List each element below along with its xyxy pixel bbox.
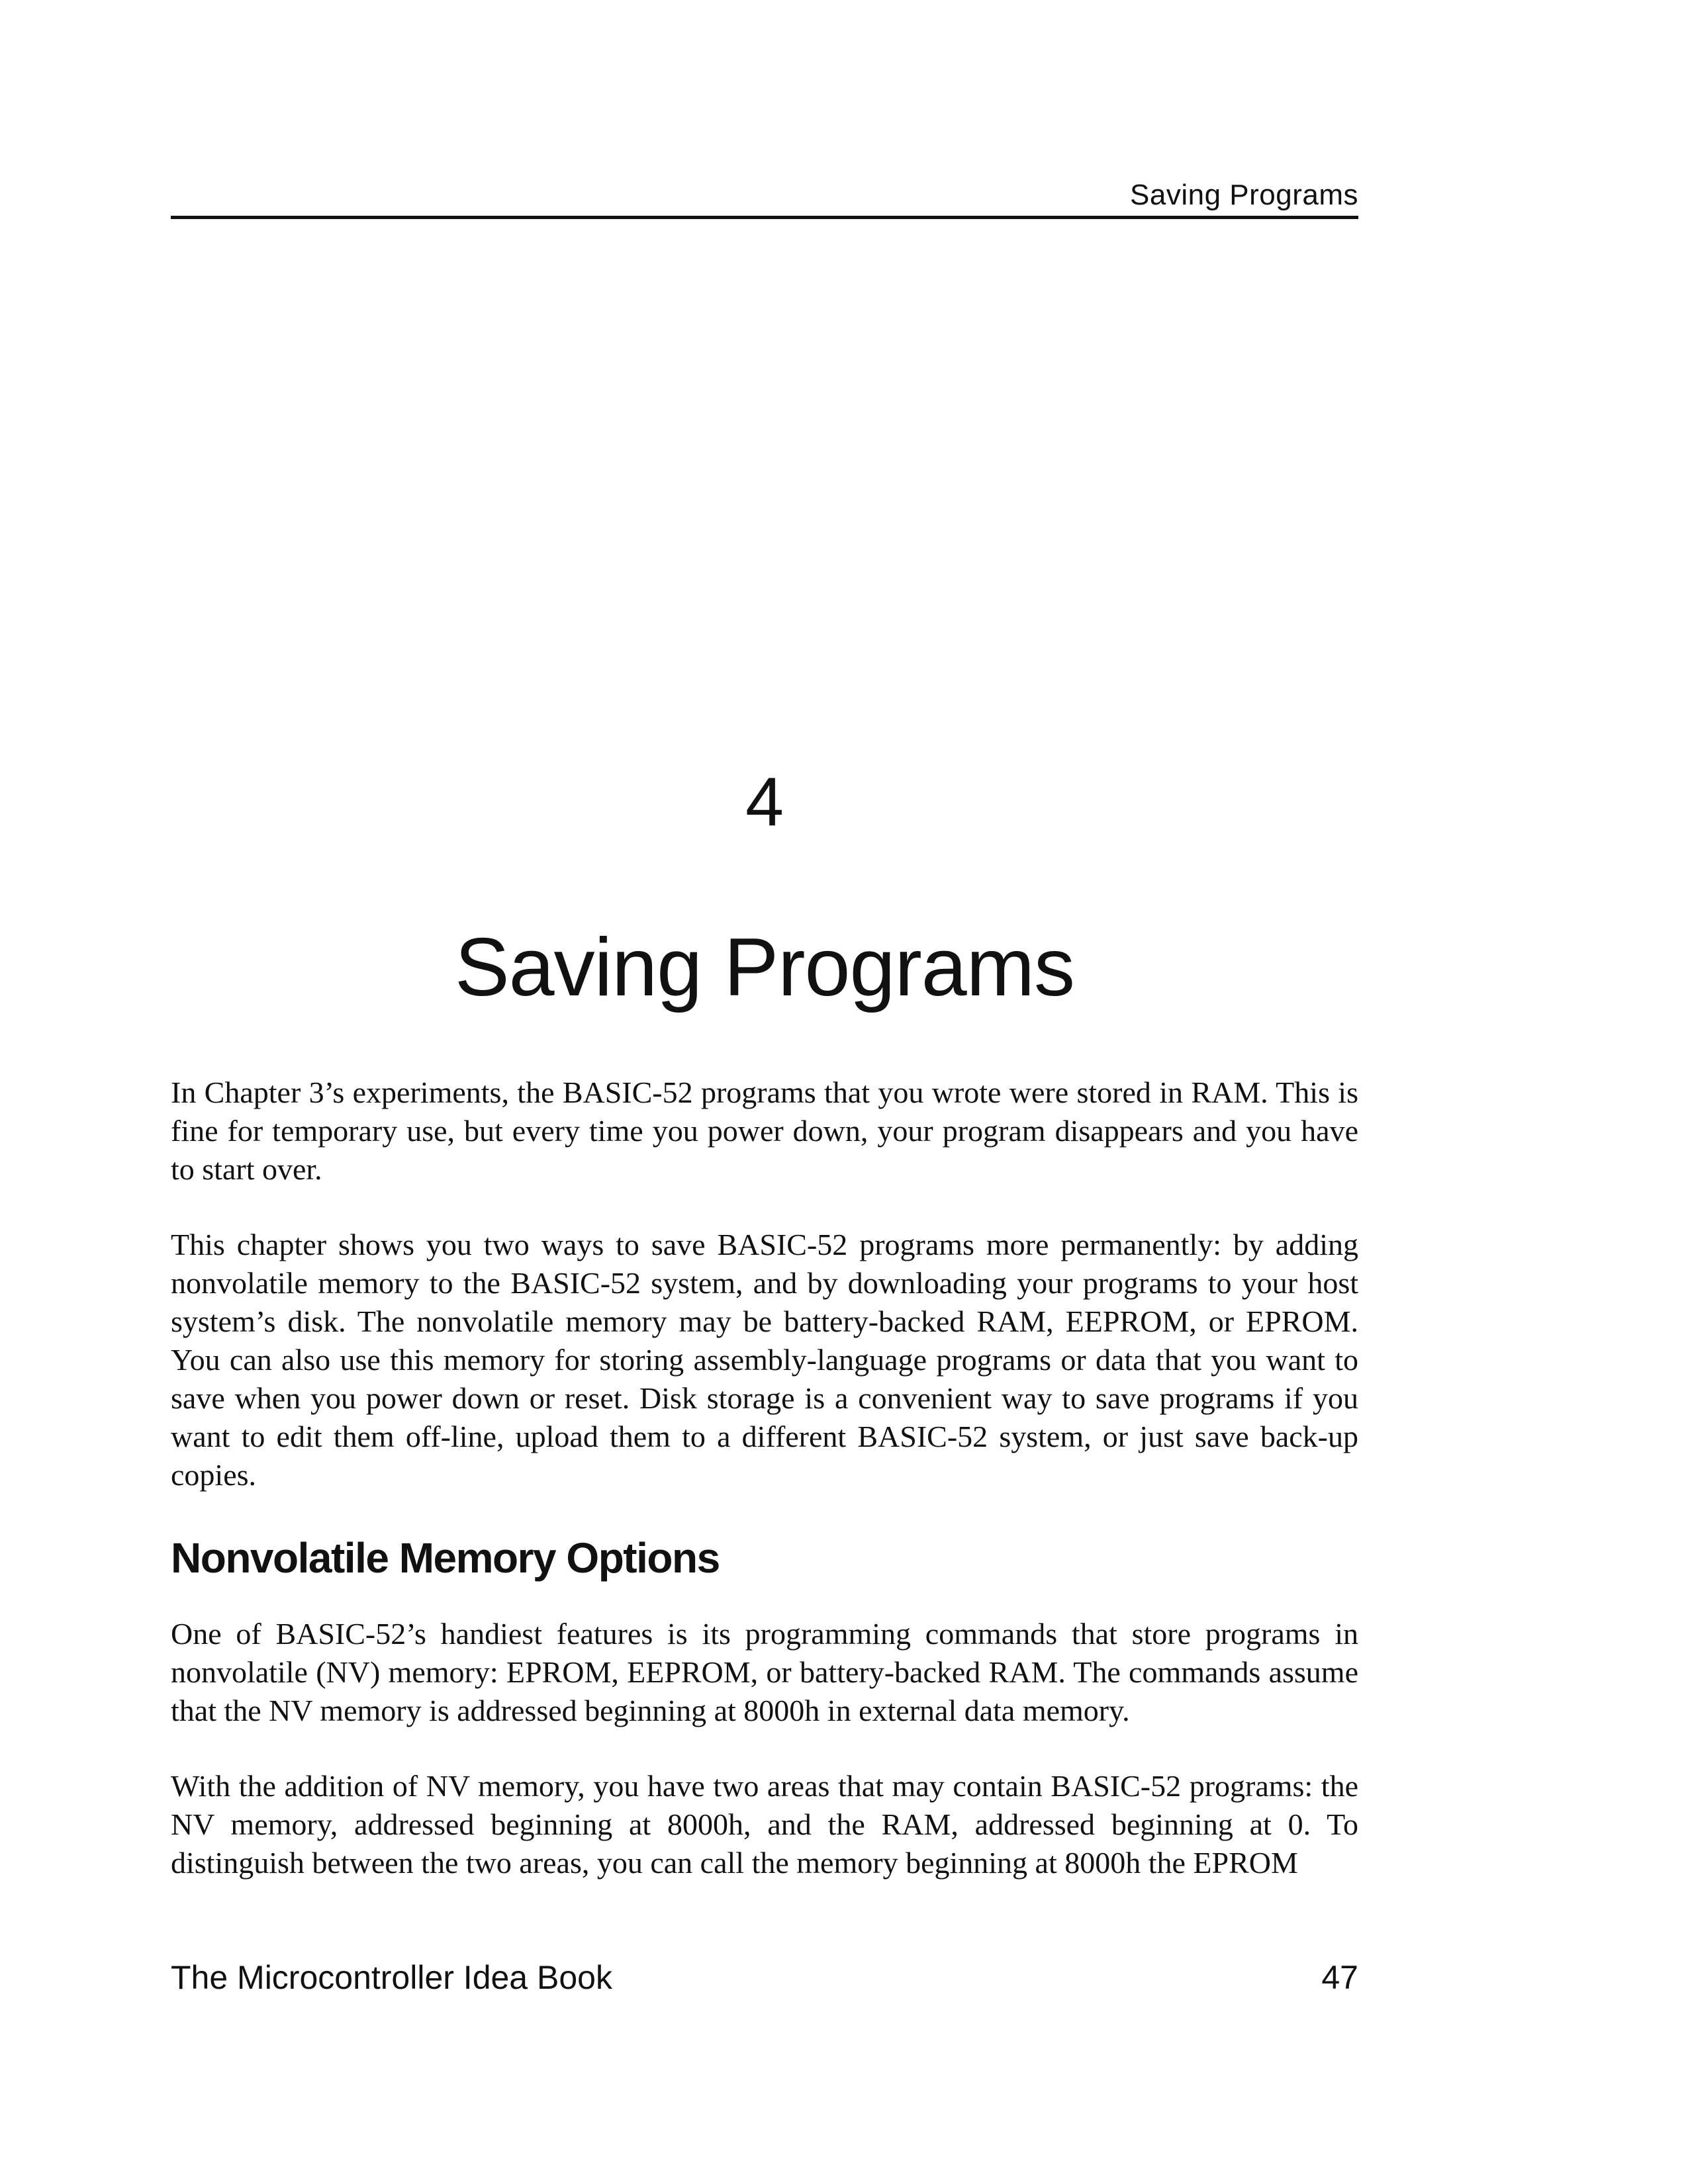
paragraph: This chapter shows you two ways to save BASIC-52 programs more permanently: by adding nonvolatile memory to the BASIC-52 system, and by downloading your programs to your host system’s disk. The nonvolatile memory may be battery-backed RAM, EEPROM, or EPROM. You can also use this memory for storing assembly-language programs or data that you want to save when you power down or reset. Disk storage is a convenient way to save programs if you want to edit them off-line, upload them to a different BASIC-52 system, or just save back-up copies. — [171, 1228, 1358, 1492]
footer-book-title: The Microcontroller Idea Book — [171, 1959, 612, 1996]
chapter-body — [171, 1073, 1358, 1919]
running-header — [171, 173, 1358, 219]
section-heading: Nonvolatile Memory Options — [171, 1534, 720, 1582]
chapter-number: 4 — [745, 764, 784, 841]
running-header-title: Saving Programs — [1130, 179, 1358, 211]
page-number: 47 — [1321, 1959, 1358, 1996]
chapter-title: Saving Programs — [454, 922, 1075, 1013]
paragraph: In Chapter 3’s experiments, the BASIC-52 programs that you wrote were stored in RAM. This is fine for temporary use, but every time you power down, your program disappears and you have to start over. — [171, 1075, 1358, 1186]
paragraph: One of BASIC-52’s handiest features is its programming commands that store programs in nonvolatile (NV) memory: EPROM, EEPROM, or battery-backed RAM. The commands assume that the NV memory is addressed beginning at 8000h in external data memory. — [171, 1617, 1358, 1727]
paragraph: With the addition of NV memory, you have two areas that may contain BASIC-52 programs: the NV memory, addressed beginning at 8000h, and the RAM, addressed beginning at 0. To distinguish between the two areas, you can call the memory beginning at 8000h the EPROM — [171, 1769, 1358, 1880]
